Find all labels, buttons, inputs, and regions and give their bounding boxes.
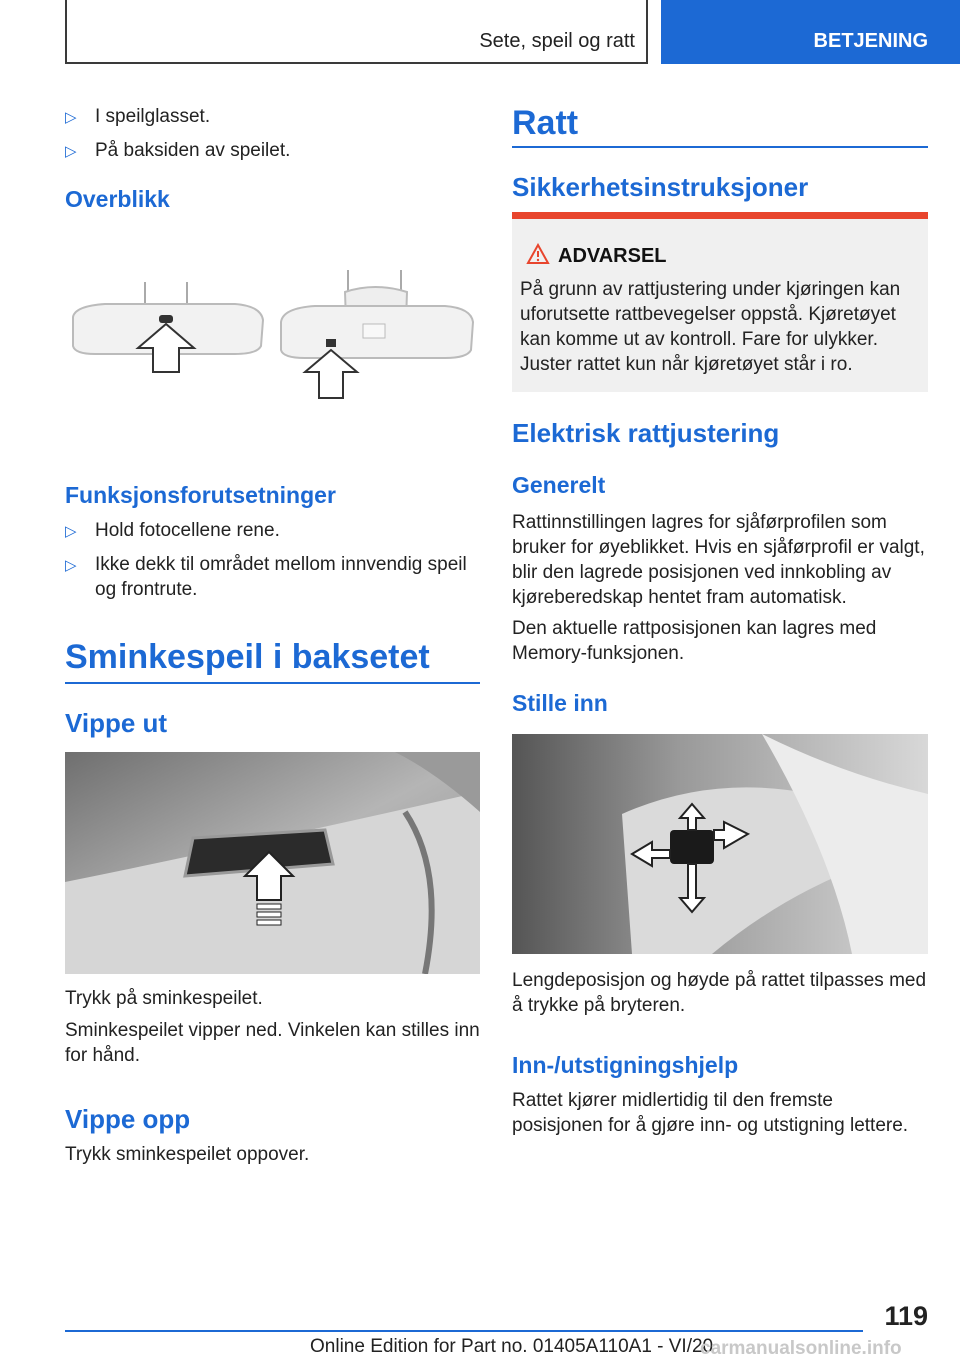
func-heading: Funksjonsforutsetninger: [65, 482, 336, 508]
bullet-text: Hold fotocellene rene.: [95, 520, 280, 541]
list-item: [65, 552, 480, 602]
vanity-mirror-image: [65, 752, 480, 974]
footer-edition: Online Edition for Part no. 01405A110A1 - VI/20: [310, 1336, 714, 1357]
general-heading: Generelt: [512, 472, 606, 498]
flip-out-text-2: Sminkespeilet vipper ned. Vinkelen kan stilles inn for hånd.: [65, 1020, 480, 1066]
bullet-triangle-icon: ▷: [65, 523, 77, 540]
general-text-1: Rattinnstillingen lagres for sjåførprofilen som bruker for øyeblikket. Hvis en sjåførprofil er valgt, blir den lagrede posisjonen ved innkobling av kjøreberedskap hentet fram automatisk.: [512, 512, 925, 608]
list-item: [65, 518, 480, 543]
header-section-title: Sete, speil og ratt: [479, 30, 635, 52]
adjust-text: Lengdeposisjon og høyde på rattet tilpasses med å trykke på bryteren.: [512, 970, 927, 1016]
vanity-heading: Sminkespeil i baksetet: [65, 638, 430, 676]
heading-rule: [65, 682, 480, 684]
warning-triangle-icon: [526, 243, 550, 265]
bullet-triangle-icon: ▷: [65, 109, 77, 126]
watermark: carmanualsonline.info: [700, 1338, 902, 1359]
bullet-triangle-icon: ▷: [65, 557, 77, 574]
bullet-triangle-icon: ▷: [65, 143, 77, 160]
bullet-text: Ikke dekk til området mellom innvendig speil og frontrute.: [95, 554, 467, 600]
general-text-2: Den aktuelle rattposisjonen kan lagres med Memory-funksjonen.: [512, 618, 877, 664]
bullet-text: På baksiden av speilet.: [95, 140, 291, 161]
warning-text: På grunn av rattjustering under kjøringen kan uforutsette rattbevegelser oppstå. Kjøretøyet kan komme ut av kontroll. Fare for ulykker. Juster rattet kun når kjøretøyet står i ro.: [520, 279, 901, 375]
mirror-illustration: [65, 262, 480, 412]
overview-heading: Overblikk: [65, 186, 170, 212]
footer-rule: [65, 1330, 863, 1332]
entry-text: Rattet kjører midlertidig til den fremste posisjonen for å gjøre inn- og utstigning lettere.: [512, 1090, 909, 1136]
flip-up-heading: Vippe opp: [65, 1104, 191, 1134]
bullet-text: I speilglasset.: [95, 106, 211, 127]
safety-heading: Sikkerhetsinstruksjoner: [512, 172, 809, 202]
heading-rule: [512, 146, 928, 148]
page-number: 119: [884, 1301, 928, 1331]
flip-up-text: Trykk sminkespeilet oppover.: [65, 1144, 310, 1165]
warning-title: ADVARSEL: [558, 245, 667, 267]
entry-heading: Inn-/utstigningshjelp: [512, 1052, 739, 1078]
flip-out-heading: Vippe ut: [65, 708, 168, 738]
list-item: [65, 138, 510, 163]
wheel-heading: Ratt: [512, 104, 579, 142]
steering-adjust-image: [512, 734, 928, 954]
electric-heading: Elektrisk rattjustering: [512, 418, 780, 448]
list-item: [65, 104, 510, 129]
adjust-heading: Stille inn: [512, 690, 608, 716]
header-chapter-tab: [661, 0, 960, 64]
warning-box: [512, 212, 928, 392]
header-chapter-label: BETJENING: [813, 30, 928, 52]
flip-out-text-1: Trykk på sminkespeilet.: [65, 988, 263, 1009]
